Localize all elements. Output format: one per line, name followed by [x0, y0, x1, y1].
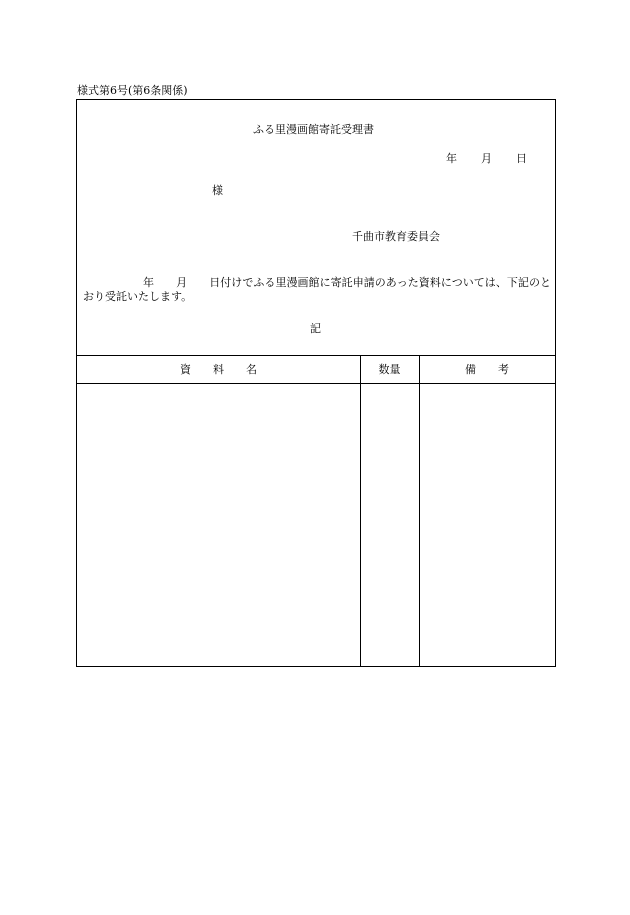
table-header-rule [77, 383, 555, 384]
table-divider-1 [360, 355, 361, 666]
recipient-honorific: 様 [212, 184, 223, 197]
form-frame [76, 99, 556, 667]
date-month-label: 月 [481, 152, 492, 165]
ki-label: 記 [310, 322, 321, 335]
issuer-name: 千曲市教育委員会 [352, 230, 440, 243]
table-divider-2 [419, 355, 420, 666]
form-reference: 様式第6号(第6条関係) [77, 84, 188, 97]
date-year-label: 年 [446, 152, 457, 165]
body-paragraph: 年 月 日付けでふる里漫画館に寄託申請のあった資料については、下記のとおり受託いたします。 [83, 276, 551, 303]
column-header-quantity: 数量 [378, 363, 401, 376]
document-title: ふる里漫画館寄託受理書 [253, 123, 374, 136]
table-top-rule [77, 355, 555, 356]
date-line [446, 152, 527, 166]
column-header-material-name: 資 料 名 [180, 363, 257, 376]
date-day-label: 日 [516, 152, 527, 165]
column-header-remarks: 備 考 [465, 363, 509, 376]
